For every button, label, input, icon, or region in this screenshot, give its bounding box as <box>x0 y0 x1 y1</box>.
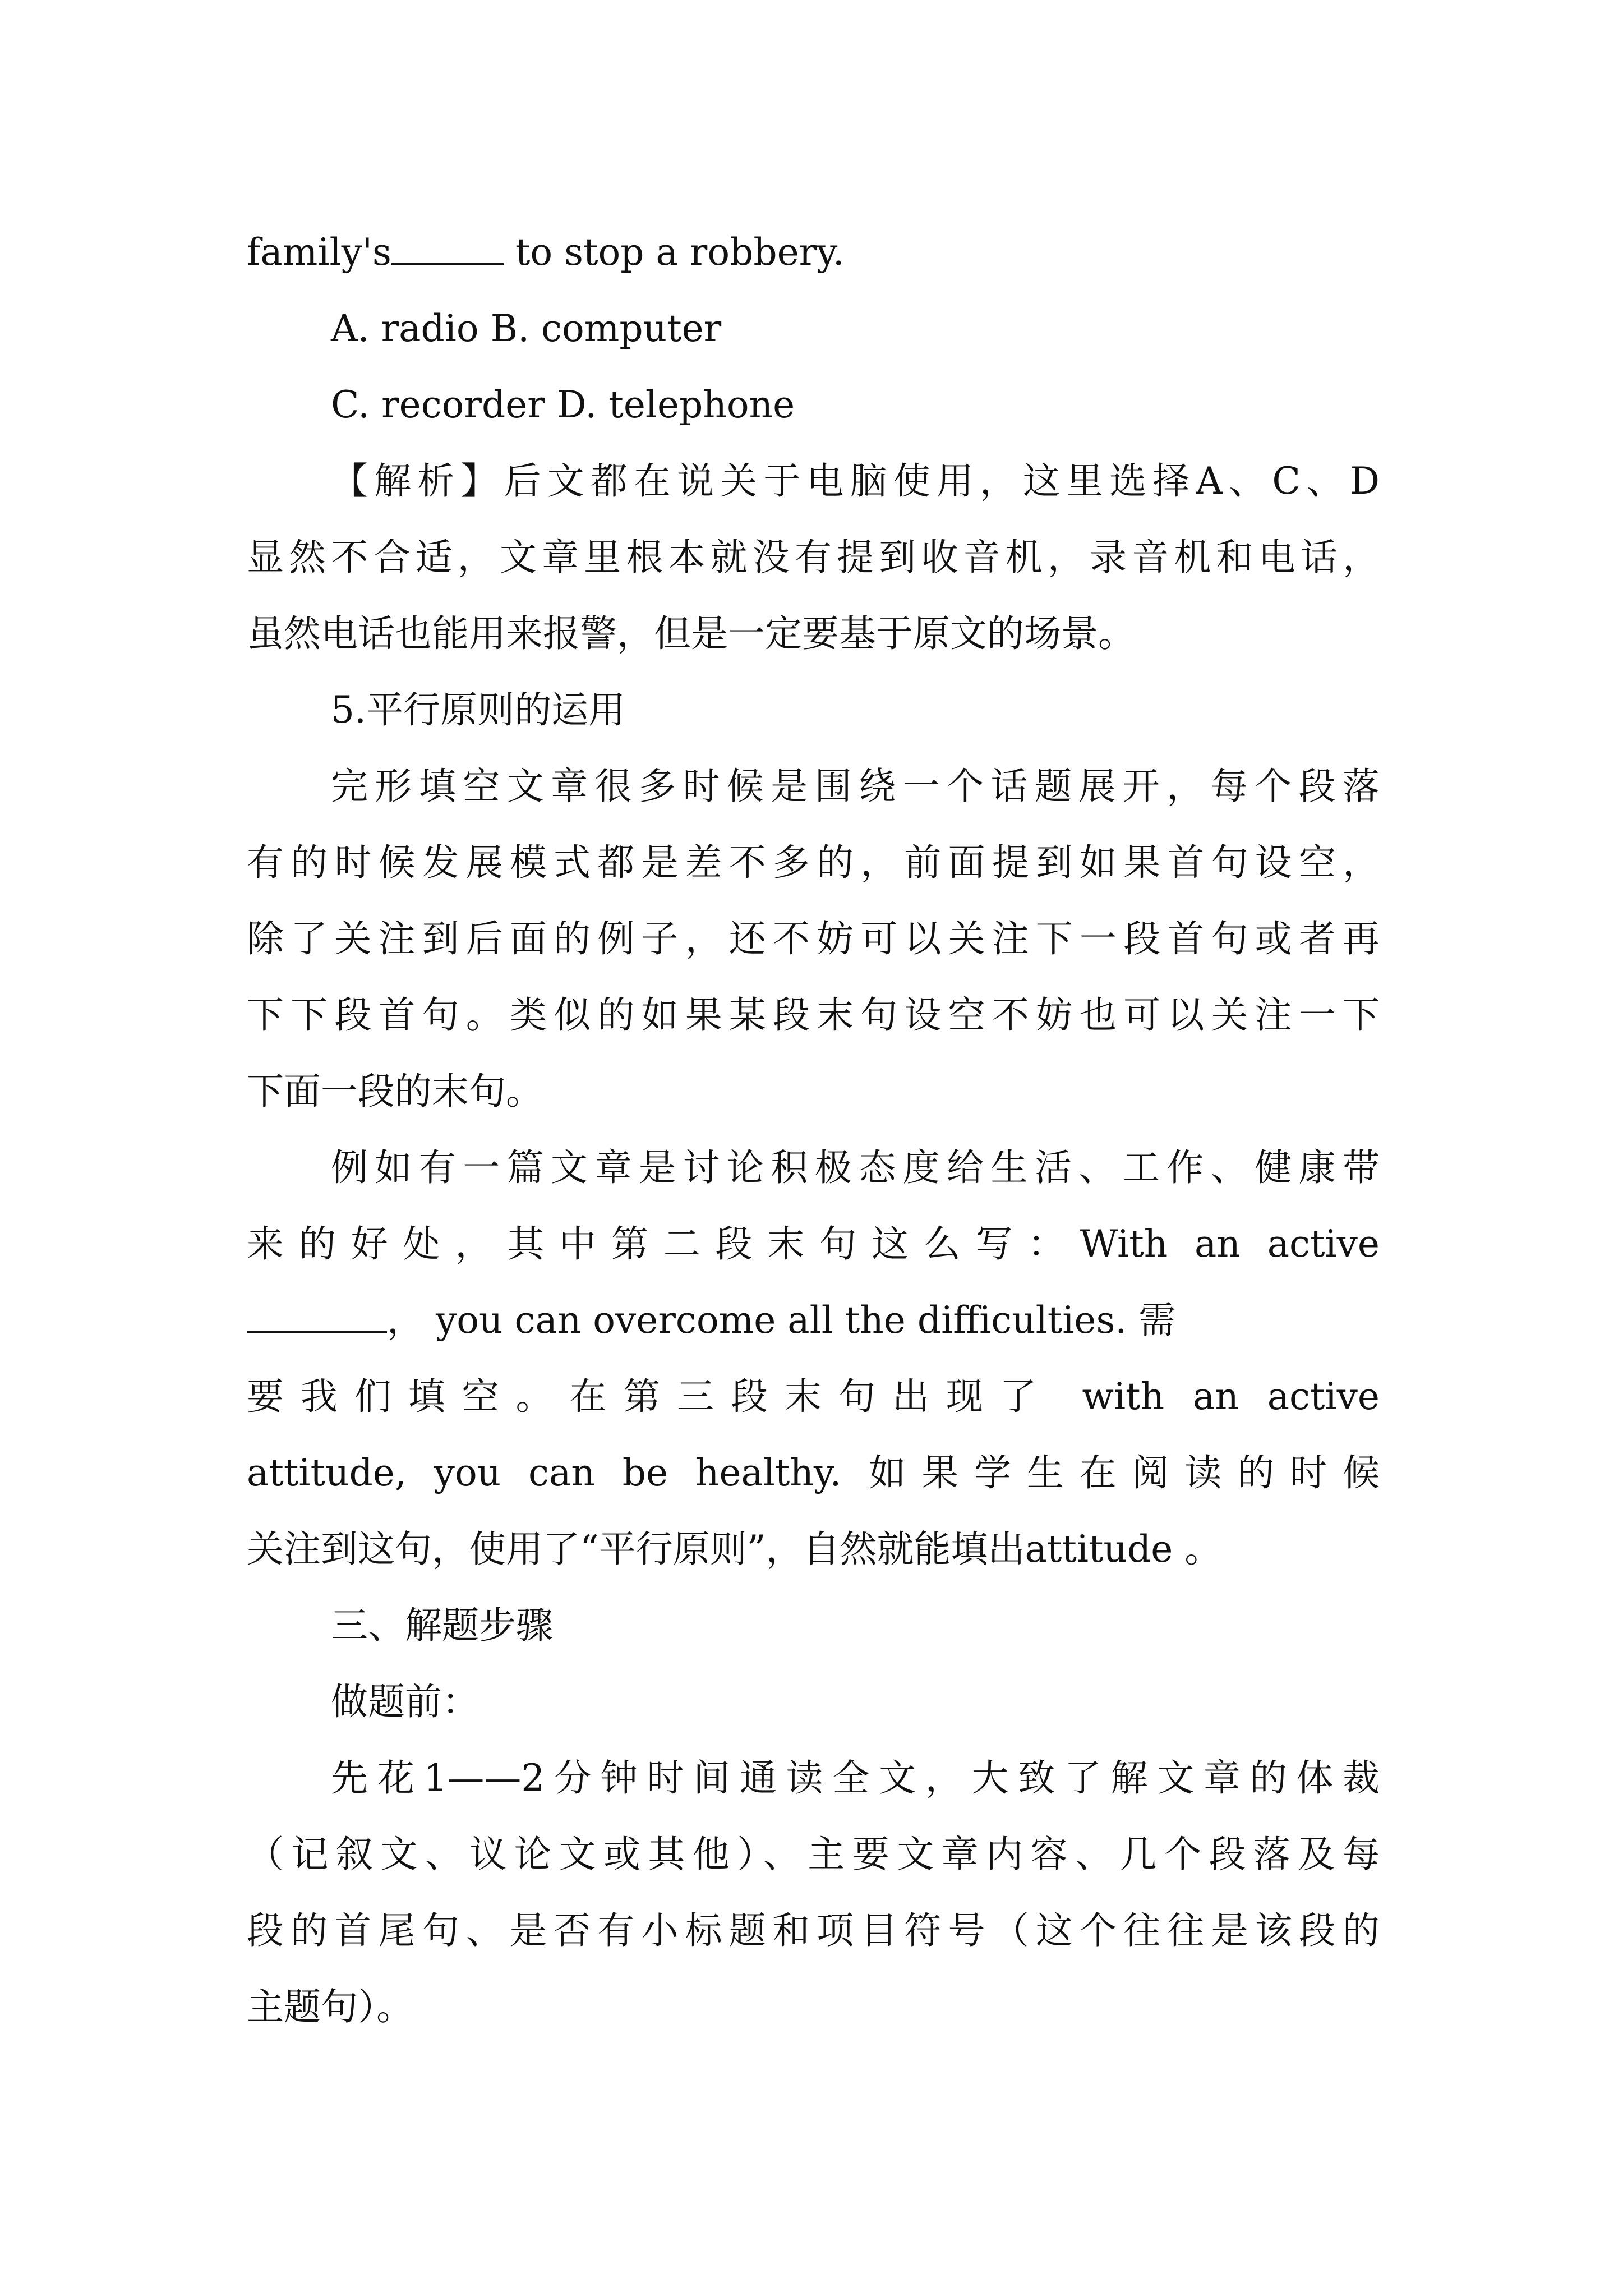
example-line-with-blank <box>247 1282 1380 1359</box>
question-text-start: family's <box>247 231 391 274</box>
example-line: 要我们填空。在第三段末句出现了 with an active <box>247 1375 1380 1418</box>
analysis-line-2: 显然不合适，文章里根本就没有提到收音机，录音机和电话， <box>247 536 1380 579</box>
section-heading-parallel: 5.平行原则的运用 <box>331 688 625 731</box>
example-line: 关注到这句，使用了“平行原则”，自然就能填出attitude 。 <box>247 1527 1222 1571</box>
example-answer-blank <box>247 1297 387 1333</box>
paragraph-line: 下面一段的末句。 <box>247 1070 543 1113</box>
example-text: ， you can overcome all the difficulties. 需 <box>387 1299 1176 1342</box>
question-line <box>247 214 1380 291</box>
steps-line: 主题句）。 <box>247 1985 413 2028</box>
question-text-end: to stop a robbery. <box>503 231 845 274</box>
steps-line: 先花1——2分钟时间通读全文，大致了解文章的体裁 <box>331 1756 1380 1800</box>
document-body <box>247 214 1380 2045</box>
section-heading-steps: 三、解题步骤 <box>331 1604 553 1647</box>
analysis-line-1: 【解析】后文都在说关于电脑使用，这里选择A、C、D <box>331 459 1380 503</box>
option-line-ab: A. radio B. computer <box>331 307 722 350</box>
paragraph-line: 除了关注到后面的例子，还不妨可以关注下一段首句或者再 <box>247 917 1380 960</box>
paragraph-line: 有的时候发展模式都是差不多的，前面提到如果首句设空， <box>247 841 1380 884</box>
example-line: attitude, you can be healthy. 如果学生在阅读的时候 <box>247 1451 1380 1494</box>
steps-line: 段的首尾句、是否有小标题和项目符号（这个往往是该段的 <box>247 1909 1380 1952</box>
subheading-before: 做题前： <box>331 1680 479 1723</box>
option-line-cd: C. recorder D. telephone <box>331 383 795 426</box>
answer-blank <box>391 229 504 265</box>
paragraph-line: 完形填空文章很多时候是围绕一个话题展开，每个段落 <box>331 765 1380 808</box>
example-line: 例如有一篇文章是讨论积极态度给生活、工作、健康带 <box>331 1146 1380 1189</box>
steps-line: （记叙文、议论文或其他）、主要文章内容、几个段落及每 <box>247 1833 1380 1876</box>
example-line: 来的好处，其中第二段末句这么写：With an active <box>247 1222 1380 1266</box>
analysis-line-3: 虽然电话也能用来报警，但是一定要基于原文的场景。 <box>247 612 1135 655</box>
paragraph-line: 下下段首句。类似的如果某段末句设空不妨也可以关注一下 <box>247 993 1380 1037</box>
